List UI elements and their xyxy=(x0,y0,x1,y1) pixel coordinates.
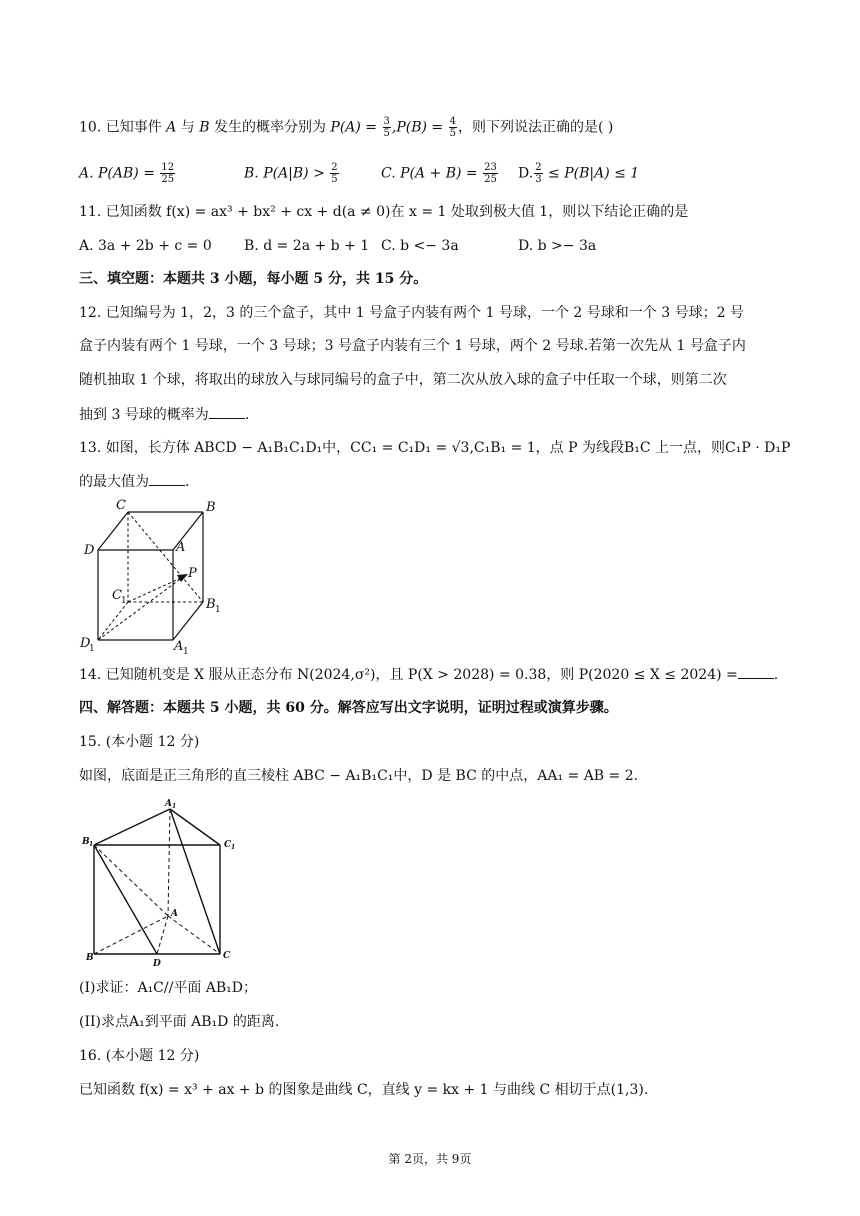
page-footer: 第 2页，共 9页 xyxy=(388,1152,472,1166)
q12-line-2: 盒子内装有两个 1 号球，一个 3 号球；3 号盒子内装有三个 1 号球，两个 2 号球.若第一次先从 1 号盒子内 xyxy=(79,338,746,354)
q16-stem: 已知函数 f(x) = x³ + ax + b 的图象是曲线 C，直线 y = kx + 1 与曲线 C 相切于点(1,3). xyxy=(79,1082,649,1098)
q12-line-4: 抽到 3 号球的概率为 . xyxy=(79,404,249,425)
q12-line-1: 12. 已知编号为 1，2，3 的三个盒子，其中 1 号盒子内装有两个 1 号球，一个 2 号球和一个 3 号球；2 号 xyxy=(79,305,744,321)
label-b1: B xyxy=(82,837,90,847)
q15-stem: 如图，底面是正三角形的直三棱柱 ABC − A₁B₁C₁中，D 是 BC 的中点，AA₁ = AB = 2. xyxy=(79,768,639,784)
svg-text:1: 1 xyxy=(183,647,189,655)
label-c: C xyxy=(116,498,126,513)
q12-line-3: 随机抽取 1 个球，将取出的球放入与球同编号的盒子中，第二次从放入球的盒子中任取一个球，则第二次 xyxy=(79,372,727,388)
svg-text:1: 1 xyxy=(172,803,177,810)
label-c1: C xyxy=(112,588,122,603)
svg-text:1: 1 xyxy=(89,841,94,848)
fraction: $\frac{4}{5}$ xyxy=(449,116,456,139)
svg-text:1: 1 xyxy=(89,644,95,654)
label-b: B xyxy=(86,953,94,963)
q10-option-d: D. $\frac{2}{3}$ ≤ P(B|A) ≤ 1 xyxy=(518,162,640,185)
q13-line-2: 的最大值为 . xyxy=(79,471,189,492)
label-b1: B xyxy=(206,597,216,612)
q15-heading: 15. (本小题 12 分) xyxy=(79,734,200,750)
q11-option-b: B. d = 2a + b + 1 xyxy=(244,238,370,254)
label-a1: A xyxy=(165,799,172,809)
q10-option-b: B. P(A|B) > $\frac{2}{5}$ xyxy=(244,162,338,185)
q15-part-2: (II)求点A₁到平面 AB₁D 的距离. xyxy=(79,1014,280,1030)
answer-blank xyxy=(209,404,245,419)
q13-cuboid-figure xyxy=(78,495,228,655)
label-p: P xyxy=(188,566,197,581)
q10-option-c: C. P(A + B) = $\frac{23}{25}$ xyxy=(381,162,497,185)
q10-stem: 10. 已知事件 A 与 B 发生的概率分别为 P(A) = $\frac{3}{5}$ ,P(B) = $\frac{4}{5}$ ，则下列说法正确的是( ) xyxy=(79,116,614,139)
q16-heading: 16. (本小题 12 分) xyxy=(79,1048,200,1064)
q10-option-a: A. P(AB) = $\frac{12}{25}$ xyxy=(79,162,175,185)
label-b: B xyxy=(206,500,216,515)
q11-stem: 11. 已知函数 f(x) = ax³ + bx² + cx + d(a ≠ 0)在 x = 1 处取到极大值 1，则以下结论正确的是 xyxy=(79,204,689,220)
label-c: C xyxy=(223,951,231,961)
q13-line-1: 13. 如图，长方体 ABCD − A₁B₁C₁D₁中，CC₁ = C₁D₁ = √3,C₁B₁ = 1，点 P 为线段B₁C 上一点，则C₁P · D₁P xyxy=(79,440,791,456)
fraction: $\frac{3}{5}$ xyxy=(383,116,390,139)
label-d: D xyxy=(153,959,161,969)
label-a: A xyxy=(171,909,178,919)
label-d1: D xyxy=(80,636,91,651)
q14-stem: 14. 已知随机变是 X 服从正态分布 N(2024,σ²)，且 P(X > 2028) = 0.38，则 P(2020 ≤ X ≤ 2024) = . xyxy=(79,664,778,685)
svg-text:1: 1 xyxy=(231,844,236,851)
q15-part-1: (I)求证：A₁C//平面 AB₁D； xyxy=(79,980,258,996)
section-heading-solutions: 四、解答题：本题共 5 小题，共 60 分。解答应写出文字说明，证明过程或演算步骤。 xyxy=(79,700,618,716)
answer-blank xyxy=(738,664,774,679)
label-c1: C xyxy=(224,840,232,850)
svg-text:1: 1 xyxy=(121,596,127,606)
q11-option-a: A. 3a + 2b + c = 0 xyxy=(79,238,212,254)
q15-prism-figure xyxy=(80,798,240,970)
q11-option-d: D. b >− 3a xyxy=(518,238,597,254)
section-heading-fill-in: 三、填空题：本题共 3 小题，每小题 5 分，共 15 分。 xyxy=(79,271,428,287)
svg-text:1: 1 xyxy=(215,605,221,615)
label-a: A xyxy=(176,540,186,555)
label-d: D xyxy=(84,543,95,558)
answer-blank xyxy=(149,471,185,486)
label-a1: A xyxy=(174,639,184,654)
q11-option-c: C. b <− 3a xyxy=(381,238,459,254)
